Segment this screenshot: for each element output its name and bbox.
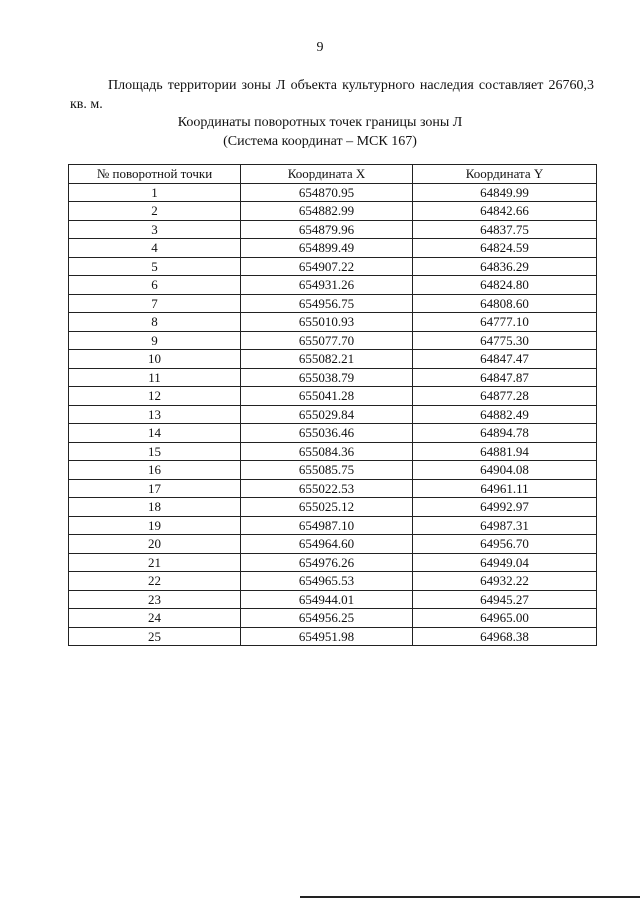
- cell-point-number: 8: [69, 313, 241, 332]
- table-row: [69, 609, 597, 628]
- cell-point-number: 6: [69, 276, 241, 295]
- table-row: [69, 516, 597, 535]
- table-body: [69, 183, 597, 646]
- cell-coordinate-y: 64894.78: [413, 424, 597, 443]
- cell-coordinate-y: 64837.75: [413, 220, 597, 239]
- cell-point-number: 20: [69, 535, 241, 554]
- cell-coordinate-x: 655010.93: [241, 313, 413, 332]
- cell-coordinate-x: 654882.99: [241, 202, 413, 221]
- cell-coordinate-x: 655022.53: [241, 479, 413, 498]
- table-row: [69, 479, 597, 498]
- cell-coordinate-x: 655038.79: [241, 368, 413, 387]
- cell-point-number: 18: [69, 498, 241, 517]
- area-paragraph: Площадь территории зоны Л объекта культурного наследия составляет 26760,3 кв. м.: [70, 78, 594, 112]
- cell-point-number: 17: [69, 479, 241, 498]
- table-row: [69, 276, 597, 295]
- table-row: [69, 627, 597, 646]
- coordinates-table: [68, 164, 597, 646]
- cell-coordinate-y: 64968.38: [413, 627, 597, 646]
- cell-point-number: 1: [69, 183, 241, 202]
- cell-point-number: 12: [69, 387, 241, 406]
- cell-coordinate-y: 64965.00: [413, 609, 597, 628]
- table-row: [69, 257, 597, 276]
- cell-coordinate-y: 64824.59: [413, 239, 597, 258]
- cell-coordinate-y: 64877.28: [413, 387, 597, 406]
- table-row: [69, 294, 597, 313]
- cell-coordinate-y: 64808.60: [413, 294, 597, 313]
- cell-coordinate-y: 64842.66: [413, 202, 597, 221]
- table-row: [69, 368, 597, 387]
- cell-point-number: 24: [69, 609, 241, 628]
- heading-line-2: (Система координат – МСК 167): [223, 134, 417, 149]
- cell-point-number: 10: [69, 350, 241, 369]
- cell-point-number: 2: [69, 202, 241, 221]
- cell-coordinate-x: 654987.10: [241, 516, 413, 535]
- cell-point-number: 3: [69, 220, 241, 239]
- cell-point-number: 16: [69, 461, 241, 480]
- table-row: [69, 553, 597, 572]
- cell-point-number: 9: [69, 331, 241, 350]
- table-row: [69, 239, 597, 258]
- cell-coordinate-y: 64956.70: [413, 535, 597, 554]
- cell-coordinate-y: 64847.87: [413, 368, 597, 387]
- table-row: [69, 202, 597, 221]
- table-header-row: [69, 165, 597, 184]
- cell-coordinate-x: 655085.75: [241, 461, 413, 480]
- cell-coordinate-x: 655041.28: [241, 387, 413, 406]
- cell-coordinate-y: 64849.99: [413, 183, 597, 202]
- cell-coordinate-x: 654956.75: [241, 294, 413, 313]
- table-row: [69, 220, 597, 239]
- table-row: [69, 350, 597, 369]
- cell-coordinate-x: 654951.98: [241, 627, 413, 646]
- cell-point-number: 21: [69, 553, 241, 572]
- cell-coordinate-x: 654870.95: [241, 183, 413, 202]
- cell-coordinate-x: 654976.26: [241, 553, 413, 572]
- table-row: [69, 498, 597, 517]
- page-number: 9: [316, 40, 324, 55]
- cell-coordinate-x: 654907.22: [241, 257, 413, 276]
- cell-coordinate-y: 64992.97: [413, 498, 597, 517]
- cell-coordinate-y: 64932.22: [413, 572, 597, 591]
- cell-point-number: 5: [69, 257, 241, 276]
- cell-coordinate-x: 655077.70: [241, 331, 413, 350]
- cell-coordinate-y: 64824.80: [413, 276, 597, 295]
- cell-coordinate-x: 654956.25: [241, 609, 413, 628]
- header-point-number: № поворотной точки: [69, 165, 241, 184]
- cell-coordinate-y: 64945.27: [413, 590, 597, 609]
- cell-coordinate-y: 64961.11: [413, 479, 597, 498]
- header-coordinate-x: Координата X: [241, 165, 413, 184]
- table-row: [69, 442, 597, 461]
- cell-coordinate-x: 654931.26: [241, 276, 413, 295]
- cell-coordinate-x: 655029.84: [241, 405, 413, 424]
- cell-coordinate-x: 655084.36: [241, 442, 413, 461]
- cell-coordinate-y: 64949.04: [413, 553, 597, 572]
- header-coordinate-y: Координата Y: [413, 165, 597, 184]
- cell-coordinate-y: 64775.30: [413, 331, 597, 350]
- cell-point-number: 14: [69, 424, 241, 443]
- table-row: [69, 424, 597, 443]
- cell-coordinate-y: 64881.94: [413, 442, 597, 461]
- table-row: [69, 331, 597, 350]
- cell-point-number: 11: [69, 368, 241, 387]
- cell-point-number: 7: [69, 294, 241, 313]
- table-row: [69, 387, 597, 406]
- footer-rule: [300, 896, 640, 898]
- cell-coordinate-x: 654944.01: [241, 590, 413, 609]
- table-row: [69, 535, 597, 554]
- cell-coordinate-y: 64904.08: [413, 461, 597, 480]
- cell-coordinate-y: 64882.49: [413, 405, 597, 424]
- table-row: [69, 461, 597, 480]
- table-heading: [0, 113, 640, 151]
- cell-point-number: 23: [69, 590, 241, 609]
- cell-point-number: 22: [69, 572, 241, 591]
- cell-point-number: 25: [69, 627, 241, 646]
- cell-coordinate-y: 64777.10: [413, 313, 597, 332]
- cell-point-number: 19: [69, 516, 241, 535]
- table-row: [69, 313, 597, 332]
- cell-coordinate-y: 64847.47: [413, 350, 597, 369]
- table-row: [69, 590, 597, 609]
- cell-coordinate-y: 64987.31: [413, 516, 597, 535]
- table-row: [69, 183, 597, 202]
- cell-coordinate-x: 655036.46: [241, 424, 413, 443]
- cell-coordinate-x: 654899.49: [241, 239, 413, 258]
- table-row: [69, 572, 597, 591]
- cell-point-number: 13: [69, 405, 241, 424]
- cell-coordinate-x: 655025.12: [241, 498, 413, 517]
- cell-point-number: 4: [69, 239, 241, 258]
- table-row: [69, 405, 597, 424]
- cell-coordinate-x: 654965.53: [241, 572, 413, 591]
- cell-coordinate-x: 654964.60: [241, 535, 413, 554]
- cell-point-number: 15: [69, 442, 241, 461]
- cell-coordinate-x: 655082.21: [241, 350, 413, 369]
- cell-coordinate-y: 64836.29: [413, 257, 597, 276]
- cell-coordinate-x: 654879.96: [241, 220, 413, 239]
- heading-line-1: Координаты поворотных точек границы зоны Л: [177, 115, 463, 130]
